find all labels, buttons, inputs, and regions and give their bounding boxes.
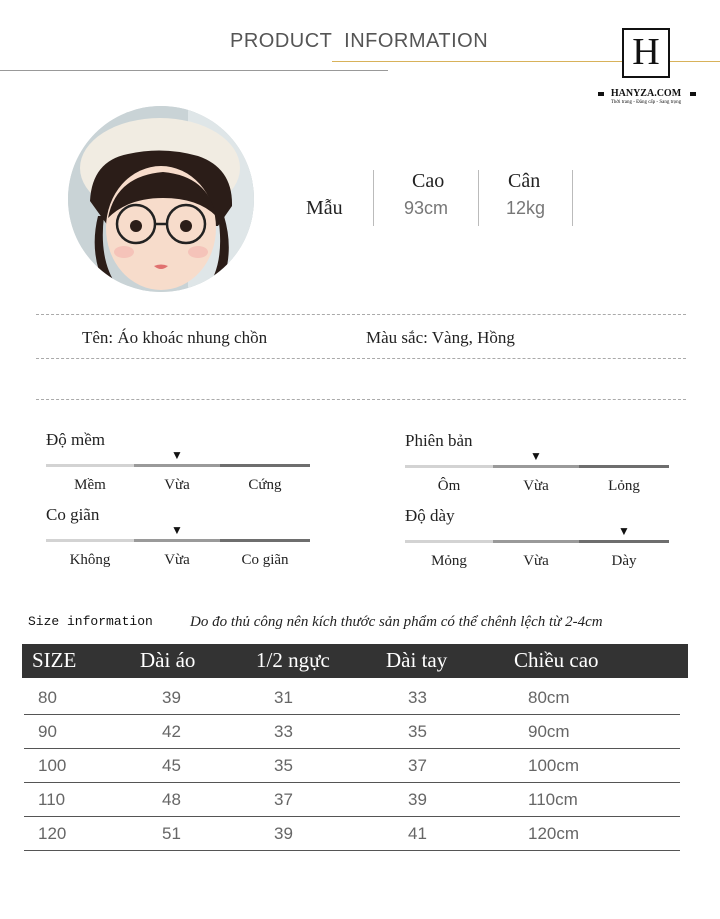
attribute-label: Phiên bản	[405, 431, 473, 450]
table-row-divider	[24, 748, 680, 749]
product-name: Tên: Áo khoác nhung chồn	[82, 328, 268, 347]
scale-option: Ôm	[437, 478, 461, 494]
table-cell: 90cm	[528, 722, 570, 741]
table-cell: 33	[274, 722, 293, 741]
scale-segment	[579, 540, 669, 543]
header-chest: 1/2 ngực	[256, 648, 330, 672]
selected-marker-icon: ▼	[530, 449, 542, 463]
table-row-divider	[24, 850, 680, 851]
table-cell: 37	[274, 790, 293, 809]
table-cell: 90	[38, 722, 57, 741]
scale-segment	[134, 464, 220, 467]
table-cell: 41	[408, 824, 427, 843]
table-cell: 33	[408, 688, 427, 707]
scale-segment	[220, 464, 310, 467]
scale-option: Lỏng	[608, 478, 640, 494]
scale-segment	[46, 464, 134, 467]
table-row-divider	[24, 714, 680, 715]
table-cell: 120cm	[528, 824, 580, 843]
scale-option: Mỏng	[431, 553, 467, 569]
attribute-label: Độ dày	[405, 506, 455, 525]
model-photo	[68, 106, 254, 292]
dashed-divider	[36, 314, 686, 315]
model-label: Mẫu	[306, 197, 343, 219]
stat-divider	[478, 170, 479, 226]
selected-marker-icon: ▼	[171, 523, 183, 537]
table-cell: 120	[38, 824, 67, 843]
size-info-title: Size information	[28, 614, 153, 629]
scale-option: Vừa	[164, 477, 190, 493]
table-cell: 35	[408, 722, 427, 741]
stat-divider	[373, 170, 374, 226]
scale-segment	[405, 465, 493, 468]
weight-label: Cân	[508, 170, 541, 192]
stat-divider	[572, 170, 573, 226]
dashed-divider	[36, 399, 686, 400]
logo-tagline: Thời trang - Đẳng cấp - Sang trọng	[610, 100, 682, 105]
table-cell: 31	[274, 688, 293, 707]
scale-segment	[134, 539, 220, 542]
page-title: PRODUCT INFORMATION	[230, 30, 489, 52]
selected-marker-icon: ▼	[171, 448, 183, 462]
table-cell: 100	[38, 756, 67, 775]
header-height: Chiều cao	[514, 648, 599, 672]
logo-name: HANYZA.COM	[610, 88, 682, 99]
table-cell: 48	[162, 790, 181, 809]
header-length: Dài áo	[140, 648, 196, 672]
scale-segment	[493, 465, 579, 468]
table-cell: 35	[274, 756, 293, 775]
table-cell: 80	[38, 688, 57, 707]
scale-option: Vừa	[164, 552, 190, 568]
table-row-divider	[24, 782, 680, 783]
scale-segment	[579, 465, 669, 468]
size-note: Do đo thủ công nên kích thước sản phẩm có thể chênh lệch từ 2-4cm	[190, 614, 603, 630]
dashed-divider	[36, 358, 686, 359]
model-photo-illustration	[68, 106, 254, 292]
header-divider-left	[0, 70, 388, 71]
table-cell: 110cm	[528, 790, 578, 809]
height-value: 93cm	[404, 198, 449, 218]
table-cell: 39	[162, 688, 181, 707]
table-cell: 80cm	[528, 688, 570, 707]
table-cell: 45	[162, 756, 181, 775]
table-cell: 100cm	[528, 756, 580, 775]
scale-segment	[46, 539, 134, 542]
height-label: Cao	[412, 170, 445, 192]
table-cell: 39	[408, 790, 427, 809]
scale-option: Vừa	[523, 553, 549, 569]
attribute-label: Độ mềm	[46, 430, 106, 449]
size-table-header	[22, 644, 688, 678]
header-sleeve: Dài tay	[386, 648, 448, 672]
scale-segment	[405, 540, 493, 543]
scale-option: Vừa	[523, 478, 549, 494]
scale-option: Cứng	[248, 477, 282, 493]
logo-letter: H	[632, 31, 660, 73]
header-size: SIZE	[32, 648, 77, 672]
attribute-label: Co giãn	[46, 505, 100, 524]
table-cell: 110	[38, 790, 66, 809]
table-cell: 37	[408, 756, 427, 775]
weight-value: 12kg	[506, 198, 546, 218]
scale-segment	[220, 539, 310, 542]
table-cell: 42	[162, 722, 181, 741]
scale-option: Mềm	[74, 477, 106, 493]
scale-option: Dày	[611, 553, 637, 569]
table-cell: 39	[274, 824, 293, 843]
scale-segment	[493, 540, 579, 543]
selected-marker-icon: ▼	[618, 524, 630, 538]
table-cell: 51	[162, 824, 181, 843]
table-row-divider	[24, 816, 680, 817]
product-color: Màu sắc: Vàng, Hồng	[366, 328, 515, 347]
scale-option: Không	[69, 552, 111, 568]
scale-option: Co giãn	[241, 552, 289, 568]
brand-logo	[622, 28, 670, 78]
